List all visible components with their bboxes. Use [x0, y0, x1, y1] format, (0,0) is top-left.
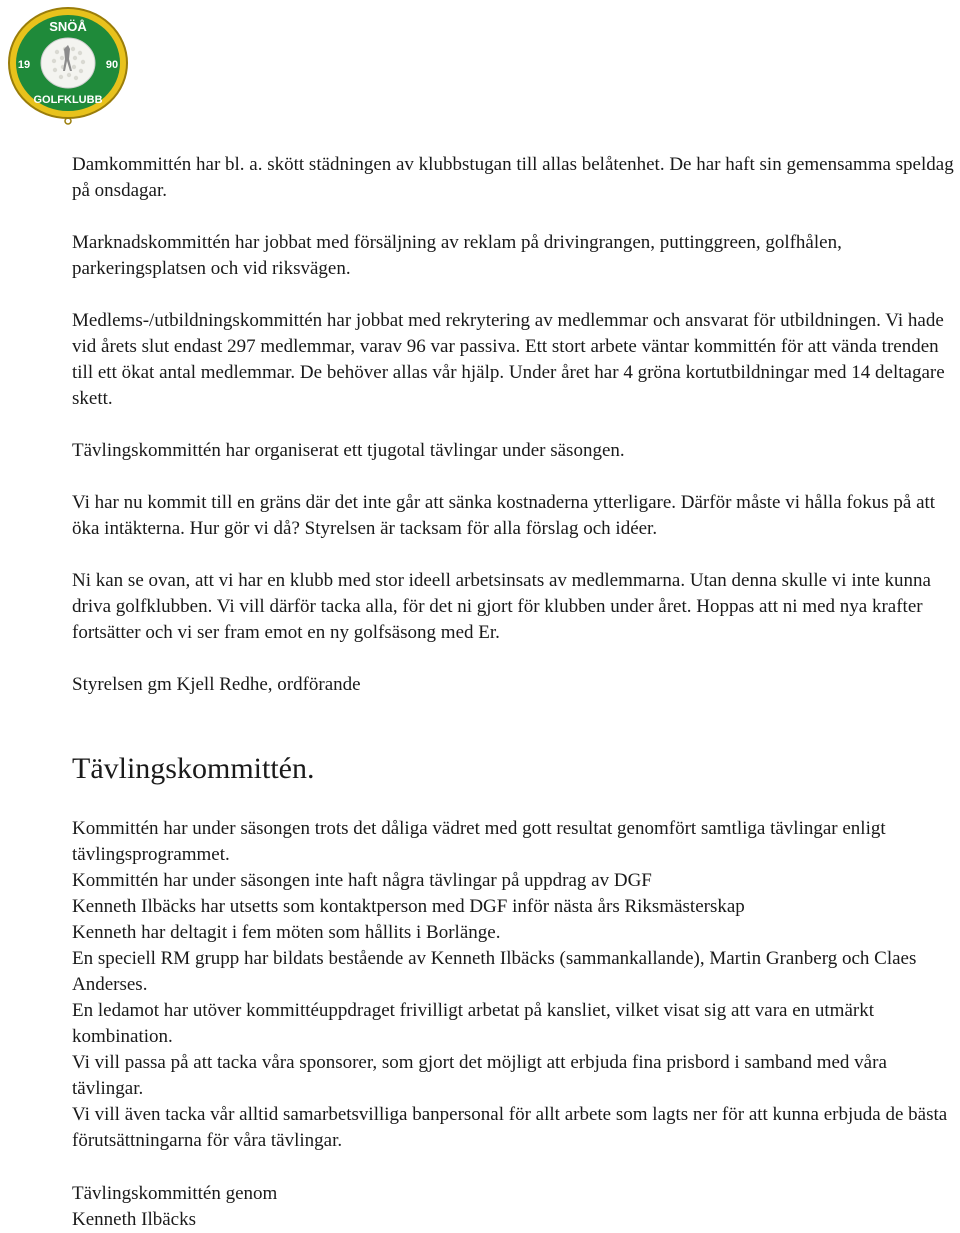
- report-line: Vi vill även tacka vår alltid samarbetsvilliga banpersonal för allt arbete som lagts ner för att kunna erbjuda de bästa förutsättningarna för våra tävlingar.: [72, 1104, 948, 1151]
- logo-year-left: 19: [17, 59, 31, 71]
- logo-text-bottom: GOLFKLUBB: [33, 94, 103, 106]
- report-line: En ledamot har utöver kommittéuppdraget frivilligt arbetat på kansliet, vilket visat sig att vara en utmärkt kombination.: [72, 1000, 874, 1047]
- report-line: Vi vill passa på att tacka våra sponsorer, som gjort det möjligt att erbjuda fina prisbord i samband med våra tävlingar.: [72, 1052, 887, 1099]
- paragraph-marknadskommitten: Marknadskommittén har jobbat med försäljning av reklam på drivingrangen, puttinggreen, golfhålen, parkeringsplatsen och vid riksvägen.: [72, 232, 842, 279]
- club-logo: [5, 5, 131, 125]
- section-heading-tavlingskommitten: Tävlingskommittén.: [72, 752, 315, 785]
- paragraph-tack: Ni kan se ovan, att vi har en klubb med stor ideell arbetsinsats av medlemmarna. Utan denna skulle vi inte kunna driva golfklubben. Vi vill därför tacka alla, för det ni gjort för klubben under året. Hoppas att ni med nya krafter fortsätter och vi ser fram emot en ny golfsäsong med Er.: [72, 570, 931, 643]
- paragraph-damkommitten: Damkommittén har bl. a. skött städningen av klubbstugan till allas belåtenhet. De har haft sin gemensamma speldag på onsdagar.: [72, 154, 954, 201]
- report-line: Kommittén har under säsongen inte haft några tävlingar på uppdrag av DGF: [72, 870, 652, 891]
- board-signature: Styrelsen gm Kjell Redhe, ordförande: [72, 674, 361, 695]
- committee-signature-line2: Kenneth Ilbäcks: [72, 1209, 196, 1230]
- logo-year-right: 90: [105, 59, 119, 71]
- paragraph-medlemskommitten: Medlems-/utbildningskommittén har jobbat med rekrytering av medlemmar och ansvarat för utbildningen. Vi hade vid årets slut endast 297 medlemmar, varav 96 var passiva. Ett stort arbete väntar kommittén för att vända trenden till ett ökat antal medlemmar. De behöver allas vår hjälp. Under året har 4 gröna kortutbildningar med 14 deltagare skett.: [72, 310, 945, 409]
- golf-club-emblem-icon: [5, 5, 131, 125]
- document-body: [72, 152, 960, 1233]
- report-line: En speciell RM grupp har bildats bestående av Kenneth Ilbäcks (sammankallande), Martin Granberg och Claes Anderses.: [72, 948, 917, 995]
- competition-report: [72, 816, 960, 1154]
- paragraph-tavlingskommitten-summary: Tävlingskommittén har organiserat ett tjugotal tävlingar under säsongen.: [72, 440, 625, 461]
- report-line: Kenneth har deltagit i fem möten som hållits i Borlänge.: [72, 922, 501, 943]
- report-line: Kenneth Ilbäcks har utsetts som kontaktperson med DGF inför nästa års Riksmästerskap: [72, 896, 745, 917]
- committee-signature-line1: Tävlingskommittén genom: [72, 1183, 278, 1204]
- report-line: Kommittén har under säsongen trots det dåliga vädret med gott resultat genomfört samtliga tävlingar enligt tävlingsprogrammet.: [72, 818, 886, 865]
- paragraph-ekonomi: Vi har nu kommit till en gräns där det inte går att sänka kostnaderna ytterligare. Därför måste vi hålla fokus på att öka intäkterna. Hur gör vi då? Styrelsen är tacksam för alla förslag och idéer.: [72, 492, 936, 539]
- logo-text-top: SNÖÅ: [49, 19, 87, 34]
